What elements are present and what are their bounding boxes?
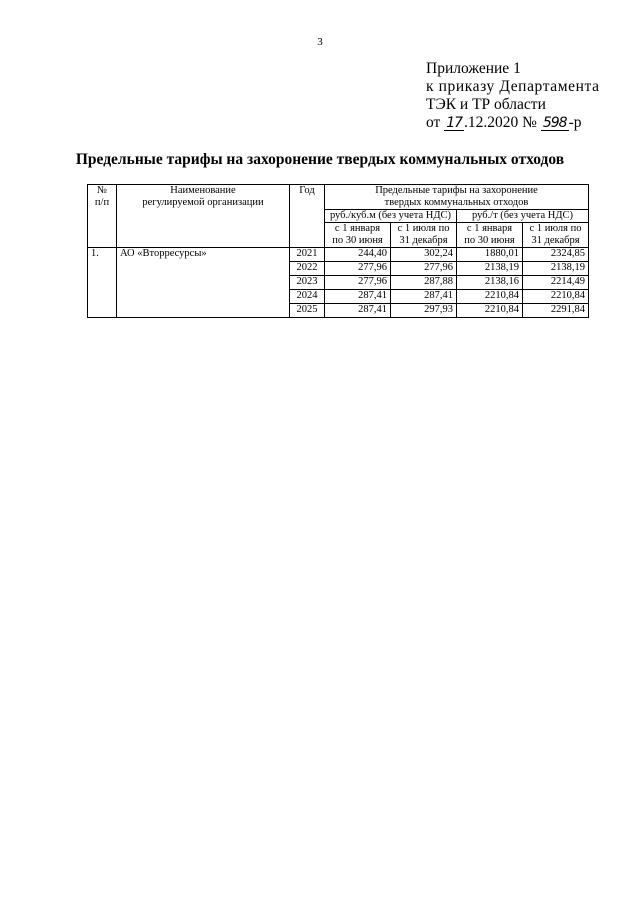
cell-m3-h2: 287,41 — [391, 290, 457, 304]
header-m3-period2: с 1 июля по 31 декабря — [391, 223, 457, 248]
cell-t-h2: 2138,19 — [523, 262, 589, 276]
cell-t-h2: 2324,85 — [523, 248, 589, 262]
header-row-1 — [88, 185, 589, 210]
header-org: Наименование регулируемой организации — [117, 185, 290, 248]
appendix-order-ref: к приказу Департамента — [426, 78, 600, 95]
cell-t-h1: 1880,01 — [457, 248, 523, 262]
cell-t-h2: 2214,49 — [523, 276, 589, 290]
document-title: Предельные тарифы на захоронение твердых коммунальных отходов — [75, 151, 565, 168]
appendix-title: Приложение 1 — [426, 60, 521, 77]
header-tariffs: Предельные тарифы на захоронение твердых коммунальных отходов — [325, 185, 589, 210]
org-name: АО «Вторресурсы» — [117, 248, 290, 318]
cell-year: 2021 — [290, 248, 325, 262]
cell-m3-h2: 297,93 — [391, 304, 457, 318]
order-suffix: -р — [568, 114, 582, 131]
appendix-department: ТЭК и ТР области — [426, 96, 546, 113]
cell-year: 2025 — [290, 304, 325, 318]
cell-t-h1: 2210,84 — [457, 290, 523, 304]
header-unit-m3: руб./куб.м (без учета НДС) — [325, 210, 457, 223]
table-row — [88, 248, 589, 262]
date-prefix: от — [426, 114, 441, 131]
cell-m3-h1: 244,40 — [325, 248, 391, 262]
cell-t-h2: 2291,84 — [523, 304, 589, 318]
tariffs-table — [87, 184, 589, 318]
org-number: 1. — [88, 248, 117, 318]
date-rest: .12.2020 № — [464, 114, 537, 131]
page-number: 3 — [317, 36, 323, 48]
cell-m3-h1: 277,96 — [325, 276, 391, 290]
handwritten-day: 17 — [446, 115, 463, 131]
cell-m3-h2: 277,96 — [391, 262, 457, 276]
cell-year: 2024 — [290, 290, 325, 304]
cell-t-h2: 2210,84 — [523, 290, 589, 304]
cell-m3-h1: 287,41 — [325, 304, 391, 318]
header-t-period2: с 1 июля по 31 декабря — [523, 223, 589, 248]
header-year: Год — [290, 185, 325, 248]
header-m3-period1: с 1 января по 30 июня — [325, 223, 391, 248]
cell-m3-h2: 302,24 — [391, 248, 457, 262]
appendix-block — [426, 60, 606, 132]
cell-year: 2023 — [290, 276, 325, 290]
cell-t-h1: 2138,16 — [457, 276, 523, 290]
cell-t-h1: 2138,19 — [457, 262, 523, 276]
handwritten-order-number: 598 — [542, 115, 567, 131]
cell-m3-h1: 287,41 — [325, 290, 391, 304]
appendix-date-line — [426, 114, 606, 132]
cell-t-h1: 2210,84 — [457, 304, 523, 318]
cell-m3-h2: 287,88 — [391, 276, 457, 290]
cell-m3-h1: 277,96 — [325, 262, 391, 276]
header-t-period1: с 1 января по 30 июня — [457, 223, 523, 248]
header-num: № п/п — [88, 185, 117, 248]
cell-year: 2022 — [290, 262, 325, 276]
header-unit-t: руб./т (без учета НДС) — [457, 210, 589, 223]
